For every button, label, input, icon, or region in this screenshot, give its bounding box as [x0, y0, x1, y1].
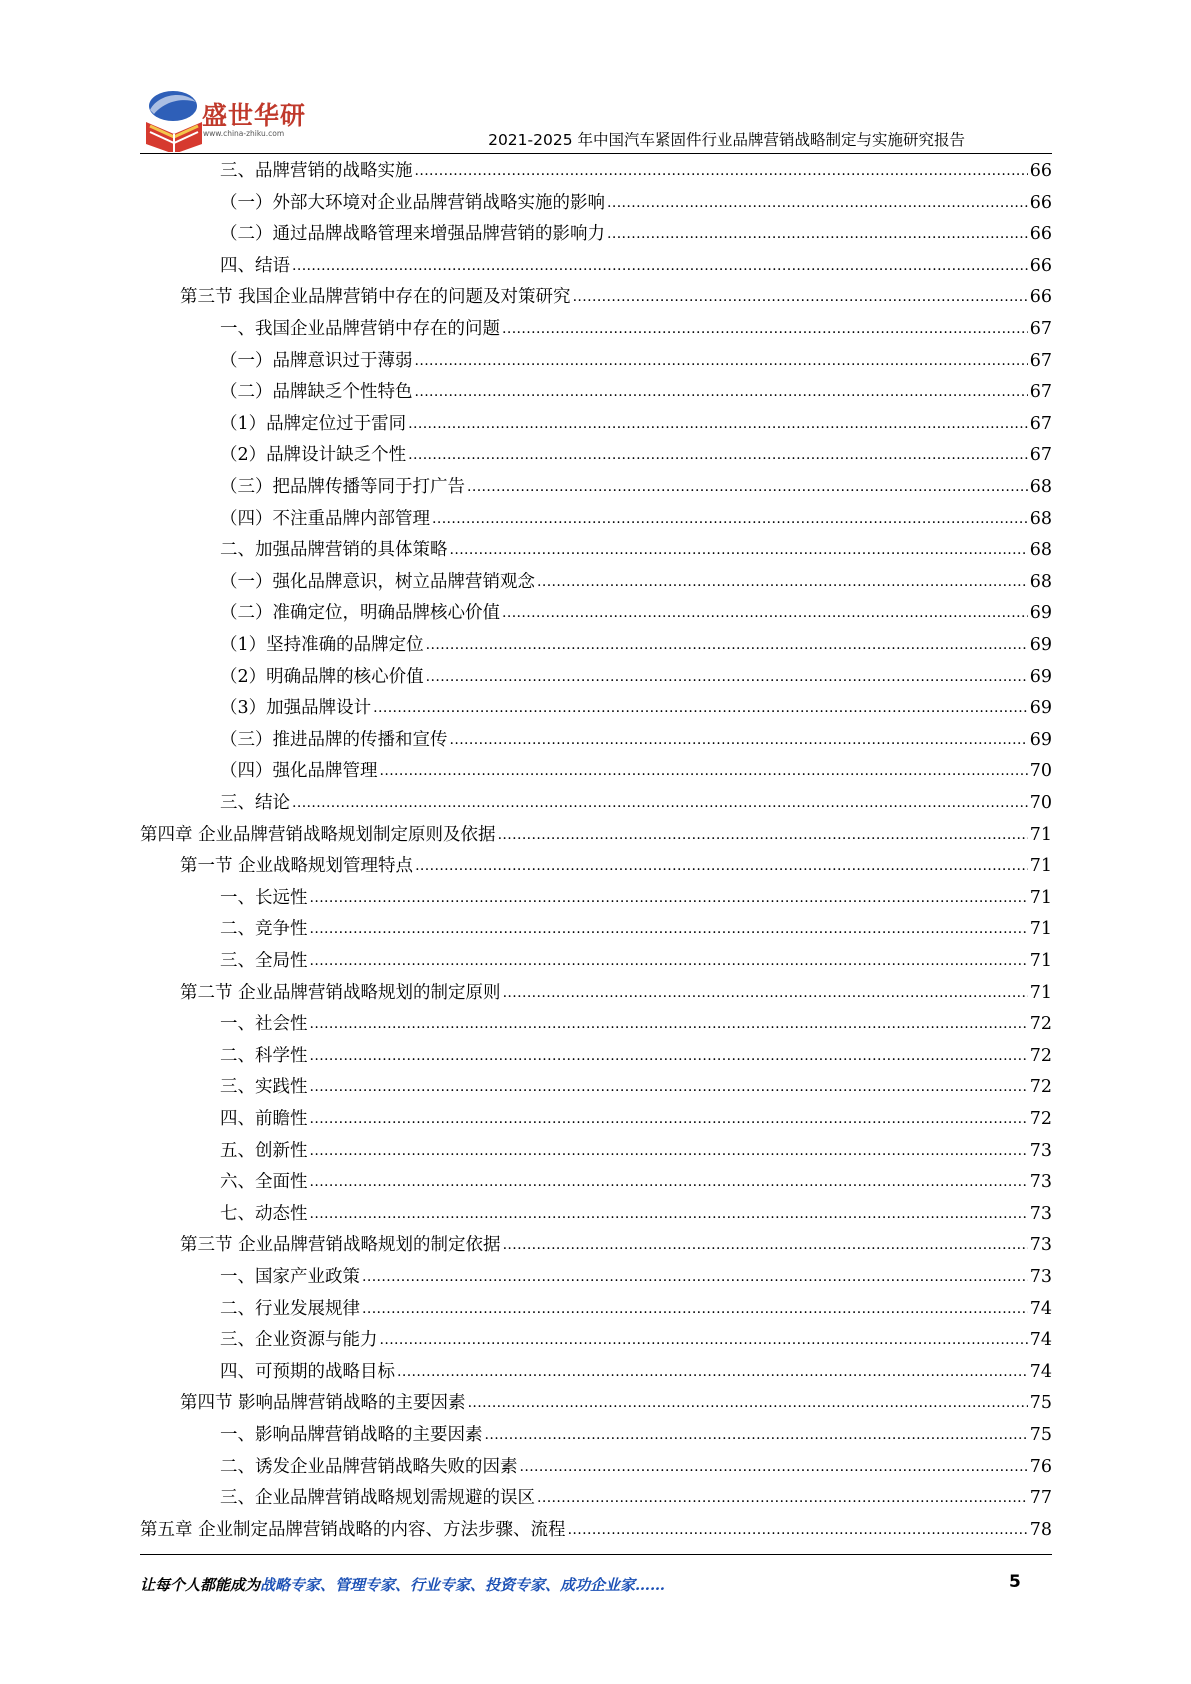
toc-entry-page: 70 — [1029, 793, 1052, 813]
toc-entry-page: 71 — [1029, 919, 1052, 940]
toc-entry[interactable] — [220, 727, 1052, 753]
toc-leader-dots — [607, 221, 1028, 247]
toc-entry-page: 69 — [1029, 603, 1052, 624]
toc-entry[interactable] — [220, 1169, 1052, 1195]
toc-entry[interactable] — [140, 1517, 1052, 1543]
toc-entry-label: （一）强化品牌意识，树立品牌营销观念 — [220, 571, 535, 592]
toc-entry-page: 75 — [1029, 1393, 1052, 1414]
toc-leader-dots — [426, 664, 1028, 690]
toc-entry[interactable] — [180, 284, 1052, 310]
toc-entry[interactable] — [220, 348, 1052, 374]
toc-entry-page: 73 — [1029, 1203, 1052, 1224]
toc-leader-dots — [310, 1011, 1028, 1037]
footer-slogan — [140, 1574, 665, 1595]
toc-entry-page: 77 — [1029, 1488, 1052, 1509]
toc-leader-dots — [397, 1359, 1028, 1385]
toc-leader-dots — [310, 948, 1028, 974]
toc-entry-page: 66 — [1029, 192, 1052, 213]
toc-entry[interactable] — [220, 316, 1052, 342]
toc-entry[interactable] — [220, 790, 1052, 816]
toc-leader-dots — [292, 790, 1028, 816]
toc-entry[interactable] — [220, 379, 1052, 405]
toc-entry-page: 69 — [1029, 635, 1052, 655]
toc-entry-page: 67 — [1029, 319, 1052, 339]
toc-entry-page: 78 — [1029, 1519, 1052, 1540]
toc-entry[interactable] — [220, 537, 1052, 563]
toc-entry-label: 第五章 企业制定品牌营销战略的内容、方法步骤、流程 — [140, 1519, 566, 1540]
toc-entry-page: 67 — [1029, 445, 1052, 466]
toc-entry-label: （2）明确品牌的核心价值 — [220, 666, 424, 687]
toc-entry-page: 72 — [1029, 1014, 1052, 1035]
toc-leader-dots — [450, 727, 1028, 753]
toc-entry-label: 一、影响品牌营销战略的主要因素 — [220, 1425, 483, 1445]
toc-leader-dots — [310, 1043, 1028, 1069]
toc-entry-label: 第四节 影响品牌营销战略的主要因素 — [180, 1393, 466, 1414]
toc-leader-dots — [450, 537, 1028, 563]
toc-entry-label: 四、可预期的战略目标 — [220, 1361, 395, 1382]
toc-entry-page: 68 — [1029, 571, 1052, 592]
toc-entry[interactable] — [220, 758, 1052, 784]
toc-entry[interactable] — [220, 411, 1052, 437]
toc-entry[interactable] — [220, 1359, 1052, 1385]
toc-entry[interactable] — [220, 1327, 1052, 1353]
toc-entry[interactable] — [220, 1043, 1052, 1069]
toc-entry[interactable] — [180, 1232, 1052, 1258]
toc-leader-dots — [380, 758, 1028, 784]
toc-entry[interactable] — [220, 506, 1052, 532]
toc-entry-page: 71 — [1029, 951, 1052, 971]
toc-entry-label: 三、企业资源与能力 — [220, 1330, 378, 1351]
toc-entry-label: （3）加强品牌设计 — [220, 698, 372, 719]
toc-entry-label: 三、实践性 — [220, 1077, 308, 1098]
toc-entry-page: 74 — [1029, 1330, 1052, 1351]
toc-entry-page: 72 — [1029, 1077, 1052, 1098]
toc-entry-page: 70 — [1029, 761, 1052, 782]
toc-entry-label: 一、社会性 — [220, 1014, 308, 1035]
toc-entry-label: 第四章 企业品牌营销战略规划制定原则及依据 — [140, 824, 496, 845]
toc-entry-label: 七、动态性 — [220, 1203, 308, 1224]
toc-entry-label: 二、科学性 — [220, 1045, 308, 1066]
toc-leader-dots — [310, 1138, 1028, 1164]
toc-entry[interactable] — [180, 980, 1052, 1006]
toc-leader-dots — [573, 284, 1028, 310]
toc-entry-label: 第二节 企业品牌营销战略规划的制定原则 — [180, 982, 501, 1003]
toc-entry-page: 74 — [1029, 1361, 1052, 1382]
toc-entry[interactable] — [220, 221, 1052, 247]
toc-leader-dots — [467, 474, 1028, 500]
toc-entry-label: 第三节 企业品牌营销战略规划的制定依据 — [180, 1235, 501, 1256]
toc-entry-label: 一、长远性 — [220, 887, 308, 908]
logo-text: 盛世华研 — [202, 101, 307, 130]
toc-entry-label: （2）品牌设计缺乏个性 — [220, 445, 407, 466]
toc-leader-dots — [502, 600, 1028, 626]
toc-leader-dots — [502, 316, 1028, 342]
toc-entry-label: 二、加强品牌营销的具体策略 — [220, 540, 448, 561]
toc-entry-label: 第一节 企业战略规划管理特点 — [180, 856, 414, 877]
toc-entry[interactable] — [180, 853, 1052, 879]
toc-entry-label: （四）不注重品牌内部管理 — [220, 508, 430, 529]
toc-leader-dots — [415, 379, 1028, 405]
toc-leader-dots — [408, 411, 1028, 437]
toc-entry[interactable] — [220, 1264, 1052, 1290]
logo-url: www.china-zhiku.com — [203, 129, 285, 138]
toc-entry-page: 73 — [1029, 1267, 1052, 1287]
toc-entry-label: 二、诱发企业品牌营销战略失败的因素 — [220, 1456, 518, 1477]
page-header — [0, 0, 1191, 160]
toc-entry-label: 三、企业品牌营销战略规划需规避的误区 — [220, 1488, 535, 1509]
toc-leader-dots — [415, 348, 1028, 374]
toc-entry[interactable] — [220, 158, 1052, 184]
toc-leader-dots — [310, 1106, 1028, 1132]
toc-leader-dots — [310, 1169, 1028, 1195]
toc-leader-dots — [568, 1517, 1028, 1543]
toc-leader-dots — [537, 569, 1028, 595]
toc-entry-label: 第三节 我国企业品牌营销中存在的问题及对策研究 — [180, 287, 571, 308]
toc-leader-dots — [537, 1485, 1028, 1511]
toc-entry-label: （二）品牌缺乏个性特色 — [220, 382, 413, 403]
toc-entry-page: 66 — [1029, 287, 1052, 308]
toc-leader-dots — [373, 695, 1028, 721]
toc-entry-label: （三）把品牌传播等同于打广告 — [220, 477, 465, 497]
toc-entry-page: 71 — [1029, 887, 1052, 908]
toc-leader-dots — [380, 1327, 1028, 1353]
toc-entry-page: 68 — [1029, 540, 1052, 561]
toc-entry-label: 一、国家产业政策 — [220, 1267, 360, 1287]
toc-entry-page: 67 — [1029, 350, 1052, 371]
toc-leader-dots — [362, 1264, 1028, 1290]
toc-entry[interactable] — [220, 1011, 1052, 1037]
toc-entry[interactable] — [220, 600, 1052, 626]
toc-leader-dots — [520, 1454, 1028, 1480]
toc-leader-dots — [310, 916, 1028, 942]
toc-entry-page: 68 — [1029, 508, 1052, 529]
toc-entry-label: 四、前瞻性 — [220, 1109, 308, 1129]
page-number: 5 — [1009, 1572, 1021, 1592]
toc-leader-dots — [310, 885, 1028, 911]
toc-entry-page: 69 — [1029, 729, 1052, 750]
toc-entry[interactable] — [220, 916, 1052, 942]
toc-entry[interactable] — [220, 1422, 1052, 1448]
toc-entry-page: 66 — [1029, 255, 1052, 276]
toc-entry-label: 二、行业发展规律 — [220, 1298, 360, 1319]
toc-entry-page: 67 — [1029, 382, 1052, 403]
toc-leader-dots — [408, 442, 1028, 468]
toc-entry[interactable] — [220, 253, 1052, 279]
toc-entry-label: （1）品牌定位过于雷同 — [220, 413, 407, 434]
toc-entry-label: （二）通过品牌战略管理来增强品牌营销的影响力 — [220, 224, 605, 245]
toc-entry[interactable] — [220, 1201, 1052, 1227]
toc-entry-label: （1）坚持准确的品牌定位 — [220, 635, 424, 655]
toc-entry[interactable] — [220, 1454, 1052, 1480]
footer-slogan-prefix: 让每个人都能成为 — [140, 1576, 261, 1594]
header-divider — [140, 153, 1052, 154]
footer-divider — [140, 1554, 1052, 1555]
toc-entry[interactable] — [220, 1106, 1052, 1132]
toc-entry[interactable] — [220, 474, 1052, 500]
toc-entry-label: 三、品牌营销的战略实施 — [220, 161, 413, 181]
toc-leader-dots — [292, 253, 1028, 279]
toc-entry-label: （一）品牌意识过于薄弱 — [220, 350, 413, 371]
toc-leader-dots — [503, 1232, 1028, 1258]
toc-entry-label: （一）外部大环境对企业品牌营销战略实施的影响 — [220, 192, 605, 213]
toc-entry-page: 74 — [1029, 1298, 1052, 1319]
toc-entry[interactable] — [220, 664, 1052, 690]
toc-entry[interactable] — [220, 885, 1052, 911]
footer-slogan-highlight: 战略专家、管理专家、行业专家、投资专家、成功企业家…… — [260, 1576, 666, 1594]
toc-entry[interactable] — [220, 695, 1052, 721]
toc-entry-page: 68 — [1029, 477, 1052, 497]
toc-leader-dots — [310, 1201, 1028, 1227]
toc-leader-dots — [415, 853, 1028, 879]
toc-entry[interactable] — [220, 190, 1052, 216]
toc-entry[interactable] — [220, 1296, 1052, 1322]
toc-leader-dots — [362, 1296, 1028, 1322]
toc-entry-page: 75 — [1029, 1425, 1052, 1445]
toc-entry[interactable] — [220, 948, 1052, 974]
toc-entry-label: 五、创新性 — [220, 1140, 308, 1161]
toc-entry-label: 二、竞争性 — [220, 919, 308, 940]
toc-entry-page: 69 — [1029, 666, 1052, 687]
toc-entry-page: 71 — [1029, 856, 1052, 877]
toc-entry-label: （四）强化品牌管理 — [220, 761, 378, 782]
toc-entry-page: 72 — [1029, 1045, 1052, 1066]
toc-entry-label: 一、我国企业品牌营销中存在的问题 — [220, 319, 500, 339]
toc-entry[interactable] — [180, 1390, 1052, 1416]
toc-entry-page: 76 — [1029, 1456, 1052, 1477]
toc-leader-dots — [485, 1422, 1028, 1448]
toc-entry-page: 71 — [1029, 824, 1052, 845]
toc-entry-page: 73 — [1029, 1140, 1052, 1161]
toc-entry-page: 73 — [1029, 1172, 1052, 1193]
toc-entry-page: 66 — [1029, 161, 1052, 181]
toc-leader-dots — [503, 980, 1028, 1006]
toc-entry[interactable] — [220, 1138, 1052, 1164]
toc-entry-label: 三、全局性 — [220, 951, 308, 971]
toc-entry[interactable] — [220, 632, 1052, 658]
toc-entry[interactable] — [220, 1485, 1052, 1511]
toc-entry-page: 67 — [1029, 413, 1052, 434]
toc-leader-dots — [607, 190, 1028, 216]
report-title: 2021-2025 年中国汽车紧固件行业品牌营销战略制定与实施研究报告 — [488, 131, 965, 149]
toc-leader-dots — [468, 1390, 1028, 1416]
toc-entry-page: 71 — [1029, 982, 1052, 1003]
toc-leader-dots — [310, 1074, 1028, 1100]
toc-entry-page: 73 — [1029, 1235, 1052, 1256]
toc-entry-label: 四、结语 — [220, 255, 290, 276]
toc-entry[interactable] — [220, 1074, 1052, 1100]
toc-entry[interactable] — [220, 569, 1052, 595]
toc-leader-dots — [426, 632, 1028, 658]
toc-entry-label: （二）准确定位，明确品牌核心价值 — [220, 603, 500, 624]
toc-leader-dots — [432, 506, 1028, 532]
toc-leader-dots — [415, 158, 1028, 184]
toc-entry-page: 66 — [1029, 224, 1052, 245]
toc-entry-label: 三、结论 — [220, 793, 290, 813]
toc-entry-page: 72 — [1029, 1109, 1052, 1129]
toc-entry-label: （三）推进品牌的传播和宣传 — [220, 729, 448, 750]
toc-entry[interactable] — [220, 442, 1052, 468]
toc-entry-page: 69 — [1029, 698, 1052, 719]
toc-leader-dots — [498, 822, 1028, 848]
toc-entry-label: 六、全面性 — [220, 1172, 308, 1193]
toc-entry[interactable] — [140, 822, 1052, 848]
